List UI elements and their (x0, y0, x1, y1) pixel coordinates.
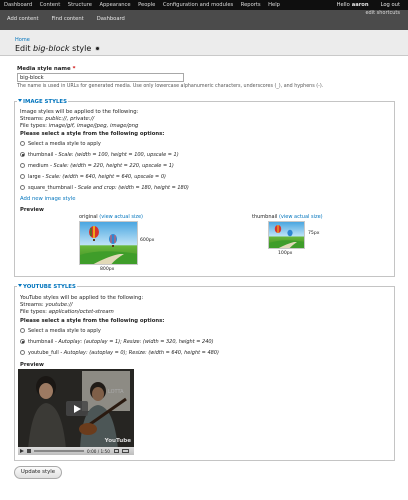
menu-people[interactable]: People (138, 2, 156, 8)
original-view-actual-link[interactable]: (view actual size) (99, 214, 143, 220)
thumbnail-width: 100px (278, 251, 293, 256)
youtube-video-player[interactable] (18, 369, 134, 455)
menu-appearance[interactable]: Appearance (99, 2, 131, 8)
control-play-icon[interactable] (20, 449, 24, 453)
page-title (15, 44, 100, 53)
original-preview-image[interactable] (79, 221, 138, 265)
shortcut-links (7, 16, 138, 22)
shortcut-find-content[interactable]: Find content (51, 16, 84, 22)
svg-text:LOTTA: LOTTA (108, 389, 124, 395)
shortcut-bar (0, 10, 408, 30)
image-option-none-radio[interactable] (20, 141, 25, 146)
youtube-option-thumbnail-radio[interactable] (20, 339, 25, 344)
youtube-styles-intro: YouTube styles will be applied to the following: (20, 295, 144, 301)
admin-toolbar (0, 0, 408, 10)
popout-icon[interactable] (114, 449, 119, 453)
image-option-square-radio[interactable] (20, 185, 25, 190)
image-option-thumbnail-detail: - Scale: (width = 100, height = 100, upscale = 1) (53, 152, 179, 158)
image-option-thumbnail (28, 152, 179, 158)
image-filetypes-line (20, 123, 138, 129)
original-height: 600px (140, 238, 155, 243)
original-caption (79, 214, 143, 220)
hello-text: Hello (336, 2, 350, 8)
title-suffix: style (69, 44, 92, 53)
required-marker: * (72, 66, 76, 72)
menu-configuration[interactable]: Configuration and modules (162, 2, 234, 8)
play-icon (74, 405, 81, 413)
name-label (17, 66, 75, 72)
youtube-option-none-radio[interactable] (20, 328, 25, 333)
shortcut-add-content[interactable]: Add content (7, 16, 39, 22)
user-area (337, 0, 400, 10)
video-time: 0:00 / 1:50 (87, 448, 110, 454)
video-controls (18, 447, 134, 455)
name-description: The name is used in URLs for generated media. Use only lowercase alphanumeric characters, underscores (_), and hyphens (-). (17, 84, 324, 89)
image-styles-legend[interactable] (17, 99, 68, 105)
collapse-triangle-icon (18, 99, 22, 102)
youtube-styles-legend-text: YOUTUBE STYLES (23, 284, 76, 290)
youtube-option-full (28, 350, 219, 356)
gear-icon[interactable] (95, 46, 100, 51)
shortcut-dashboard[interactable]: Dashboard (96, 16, 125, 22)
image-option-large-detail: - Scale: (width = 640, height = 640, upscale = 0) (40, 174, 166, 180)
youtube-filetypes-line (20, 309, 114, 315)
youtube-option-full-name: youtube_full (28, 350, 59, 356)
thumbnail-caption (252, 214, 323, 220)
youtube-option-thumbnail (28, 339, 214, 345)
name-label-text: Media style name (17, 66, 71, 72)
image-option-large-radio[interactable] (20, 174, 25, 179)
image-option-medium-name: medium (28, 163, 49, 169)
username-link[interactable]: aaron (351, 2, 369, 8)
youtube-option-none (28, 328, 101, 334)
image-option-square-detail: - Scale and crop: (width = 180, height = 180) (72, 185, 189, 191)
balloons-thumbnail-image (269, 222, 305, 249)
thumbnail-label: thumbnail (252, 214, 278, 220)
image-option-large-name: large (28, 174, 41, 180)
image-streams-value: public://, private:// (45, 116, 95, 122)
youtube-option-thumbnail-name: thumbnail (28, 339, 54, 345)
original-width: 800px (100, 267, 115, 272)
youtube-option-none-label: Select a media style to apply (28, 328, 101, 334)
youtube-logo: YouTube (104, 438, 131, 444)
breadcrumb-home[interactable]: Home (15, 37, 30, 43)
youtube-option-full-detail: - Autoplay: (autoplay = 0); Resize: (width = 640, height = 480) (58, 350, 219, 356)
youtube-option-thumbnail-detail: - Autoplay: (autoplay = 1); Resize: (width = 320, height = 240) (53, 339, 214, 345)
image-option-thumbnail-radio[interactable] (20, 152, 25, 157)
style-name-input[interactable]: big-block (17, 73, 184, 82)
image-option-none-label: Select a media style to apply (28, 141, 101, 147)
image-option-large (28, 174, 166, 180)
image-option-square-name: square_thumbnail (28, 185, 73, 191)
image-option-thumbnail-name: thumbnail (28, 152, 54, 158)
youtube-streams-value: youtube:// (45, 302, 73, 308)
image-styles-legend-text: IMAGE STYLES (23, 99, 67, 105)
youtube-streams-label: Streams: (20, 302, 44, 308)
admin-menu (4, 0, 287, 10)
image-option-none (28, 141, 101, 147)
image-select-label: Please select a style from the following options: (20, 131, 165, 137)
youtube-option-full-radio[interactable] (20, 350, 25, 355)
thumbnail-preview-image[interactable] (268, 221, 305, 249)
image-preview-heading: Preview (20, 207, 44, 213)
image-styles-intro: Image styles will be applied to the following: (20, 109, 139, 115)
add-image-style-link[interactable]: Add new image style (20, 196, 76, 202)
image-option-medium (28, 163, 174, 169)
youtube-select-label: Please select a style from the following options: (20, 318, 165, 324)
youtube-styles-legend[interactable] (17, 284, 77, 290)
menu-structure[interactable]: Structure (67, 2, 92, 8)
youtube-filetypes-value: application/octet-stream (48, 309, 114, 315)
original-label: original (79, 214, 98, 220)
logout-link[interactable]: Log out (380, 2, 400, 8)
menu-reports[interactable]: Reports (240, 2, 261, 8)
menu-help[interactable]: Help (268, 2, 280, 8)
volume-icon[interactable] (27, 449, 31, 453)
play-button[interactable] (66, 401, 88, 416)
menu-dashboard[interactable]: Dashboard (4, 2, 33, 8)
youtube-preview-heading: Preview (20, 362, 44, 368)
image-filetypes-value: image/gif, image/jpeg, image/png (48, 123, 139, 129)
image-option-medium-detail: - Scale: (width = 220, height = 220, upscale = 1) (48, 163, 174, 169)
youtube-filetypes-label: File types: (20, 309, 47, 315)
image-filetypes-label: File types: (20, 123, 47, 129)
image-streams-line (20, 116, 94, 122)
edit-shortcuts-link[interactable]: edit shortcuts (365, 10, 400, 16)
menu-content[interactable]: Content (39, 2, 61, 8)
image-option-square (28, 185, 189, 191)
title-style-name: big-block (33, 44, 70, 53)
balloons-image (80, 222, 138, 265)
image-streams-label: Streams: (20, 116, 44, 122)
update-style-button[interactable]: Update style (14, 466, 62, 479)
youtube-streams-line (20, 302, 73, 308)
thumbnail-view-actual-link[interactable]: (view actual size) (278, 214, 323, 220)
collapse-triangle-icon (18, 284, 22, 287)
fullscreen-icon[interactable] (122, 449, 129, 453)
page-header (0, 30, 408, 56)
thumbnail-height: 75px (308, 231, 320, 236)
image-option-medium-radio[interactable] (20, 163, 25, 168)
progress-bar[interactable] (34, 450, 84, 452)
title-prefix: Edit (15, 44, 34, 53)
